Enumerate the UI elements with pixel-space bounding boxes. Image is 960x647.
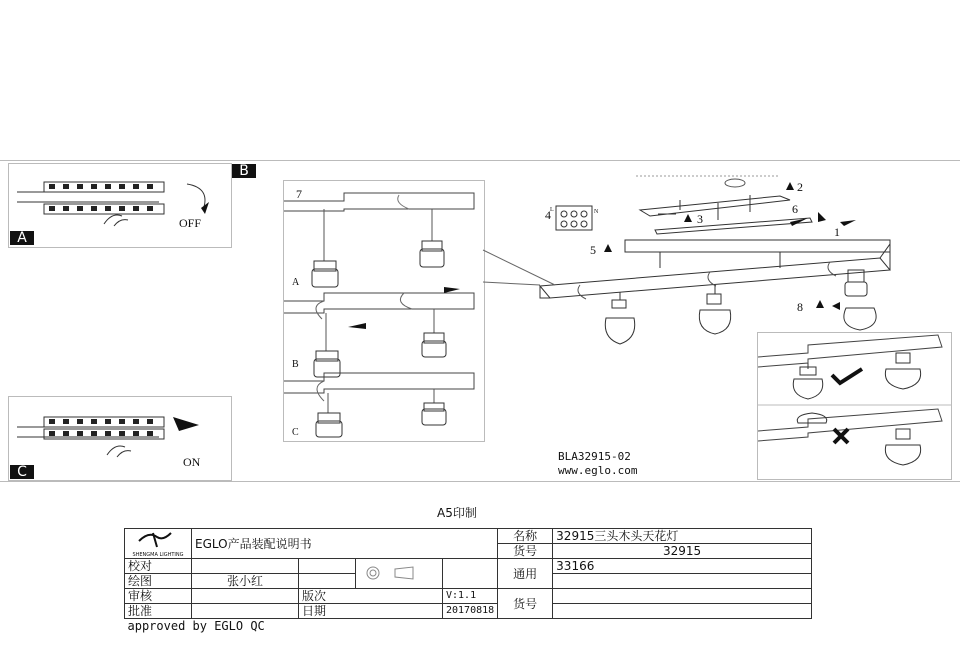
- step-8-number: 8: [797, 300, 803, 314]
- projection-symbol: [356, 559, 443, 589]
- step-2-number: 2: [797, 180, 803, 194]
- step-1-number: 1: [834, 225, 840, 239]
- common-label: [498, 559, 553, 589]
- wire-l-label: L: [550, 207, 554, 213]
- off-label: OFF: [179, 216, 202, 230]
- draw-label: 绘图: [125, 574, 192, 589]
- title-block: [124, 528, 812, 633]
- print-note: A5印制: [437, 506, 477, 520]
- website: www.eglo.com: [558, 464, 638, 477]
- on-label: ON: [183, 455, 201, 469]
- approved-text: approved by EGLO QC: [127, 619, 265, 633]
- shade-orientation-illustration: [758, 333, 951, 479]
- wire-n-label: N: [594, 209, 599, 215]
- sub-step-a: A: [292, 277, 300, 288]
- sub-step-b: B: [292, 359, 299, 370]
- draw-value: 张小红: [192, 574, 299, 589]
- item-no-value: 32915: [553, 544, 812, 559]
- item-no-label: 货号: [498, 544, 553, 559]
- date-label: 日期: [299, 604, 443, 619]
- model-code: BLA32915-02: [558, 450, 631, 463]
- step-5-number: 5: [590, 243, 596, 257]
- correct-incorrect-panel: [757, 332, 952, 480]
- brand-title: EGLO产品装配说明书: [192, 529, 498, 559]
- sub-step-c: C: [292, 427, 299, 438]
- logo-caption: SHENGMA LIGHTING: [132, 552, 184, 558]
- review-label: 审核: [125, 589, 192, 604]
- version-label: 版次: [299, 589, 443, 604]
- common-label-line1: 通用: [513, 566, 538, 581]
- common-label-2: 货号: [498, 589, 553, 619]
- name-value: 32915三头木头天花灯: [553, 529, 812, 544]
- logo-cell: [125, 529, 192, 559]
- common-value: 33166: [553, 559, 812, 574]
- panel-c-label: C: [10, 465, 34, 479]
- approve-label: 批准: [125, 604, 192, 619]
- check-label: 校对: [125, 559, 192, 574]
- version-value: V:1.1: [443, 589, 498, 604]
- panel-b-label: B: [232, 164, 256, 178]
- step-7-number: 7: [296, 187, 302, 201]
- step-3-number: 3: [697, 212, 703, 226]
- date-value: 20170818: [443, 604, 498, 619]
- brand-logo: [133, 529, 183, 551]
- step-4-number: 4: [545, 208, 551, 222]
- projection-icon: [359, 565, 419, 581]
- panel-a-label: A: [10, 231, 34, 245]
- step-6-number: 6: [792, 202, 798, 216]
- name-label: 名称: [498, 529, 553, 544]
